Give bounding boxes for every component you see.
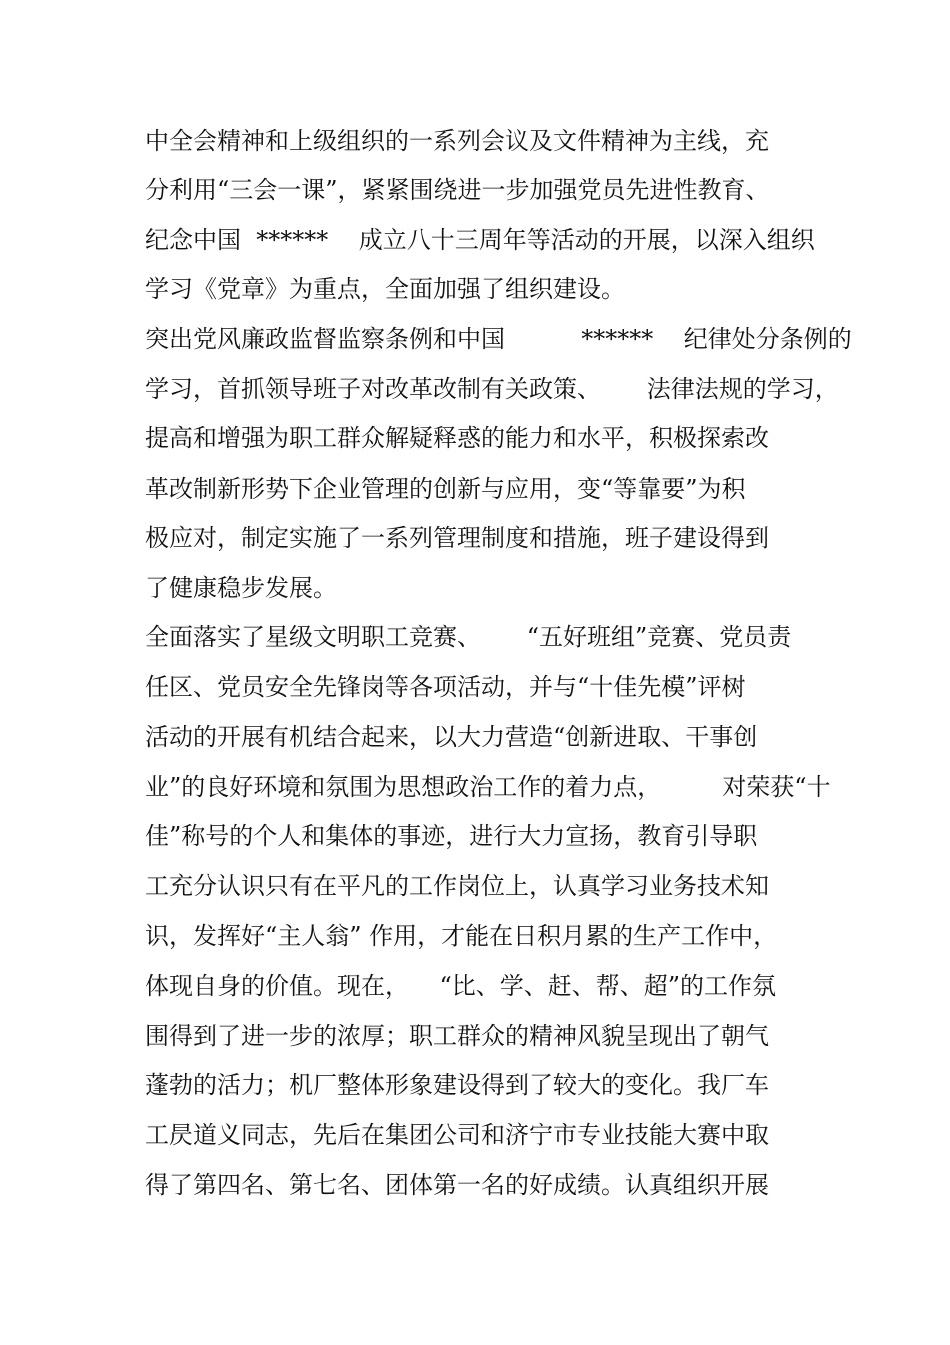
text-line: 任区、党员安全先锋岗等各项活动，并与“十佳先模”评树 bbox=[145, 673, 746, 701]
text-line: 学习《党章》为重点，全面加强了组织建设。 bbox=[145, 275, 625, 303]
text-line: 围得到了进一步的浓厚；职工群众的精神风貌呈现出了朝气 bbox=[145, 1022, 769, 1050]
text-line: 分利用“三会一课”，紧紧围绕进一步加强党员先进性教育、 bbox=[145, 176, 770, 204]
text-line: 活动的开展有机结合起来，以大力营造“创新进取、干事创 bbox=[145, 723, 758, 751]
text-line: 纪念中国 ****** 成立八十三周年等活动的开展，以深入组织 bbox=[145, 226, 815, 254]
text-line: 提高和增强为职工群众解疑释惑的能力和水平，积极探索改 bbox=[145, 424, 769, 452]
text-line: 革改制新形势下企业管理的创新与应用，变“等靠要”为积 bbox=[145, 475, 746, 503]
text-line: 全面落实了星级文明职工竞赛、 “五好班组”竞赛、党员责 bbox=[145, 623, 792, 651]
text-line: 工充分认识只有在平凡的工作岗位上，认真学习业务技术知 bbox=[145, 872, 769, 900]
text-line: 得了第四名、第七名、团体第一名的好成绩。认真组织开展 bbox=[145, 1171, 769, 1199]
text-line: 蓬勃的活力；机厂整体形象建设得到了较大的变化。我厂车 bbox=[145, 1071, 769, 1099]
text-line: 了健康稳步发展。 bbox=[145, 574, 337, 602]
text-line: 佳”称号的个人和集体的事迹，进行大力宣扬，教育引导职 bbox=[145, 822, 758, 850]
text-line: 工昃道义同志，先后在集团公司和济宁市专业技能大赛中取 bbox=[145, 1121, 769, 1149]
text-line: 中全会精神和上级组织的一系列会议及文件精神为主线，充 bbox=[145, 127, 769, 155]
text-line: 体现自身的价值。现在， “比、学、赶、帮、超”的工作氛 bbox=[145, 972, 777, 1000]
text-line: 业”的良好环境和氛围为思想政治工作的着力点， 对荣获“十 bbox=[145, 773, 831, 801]
text-line: 识，发挥好“主人翁” 作用，才能在日积月累的生产工作中， bbox=[145, 922, 778, 950]
text-line: 学习，首抓领导班子对改革改制有关政策、 法律法规的学习， bbox=[145, 375, 839, 403]
text-line: 极应对，制定实施了一系列管理制度和措施，班子建设得到 bbox=[145, 524, 769, 552]
text-line: 突出党风廉政监督监察条例和中国 ****** 纪律处分条例的 bbox=[145, 325, 852, 353]
